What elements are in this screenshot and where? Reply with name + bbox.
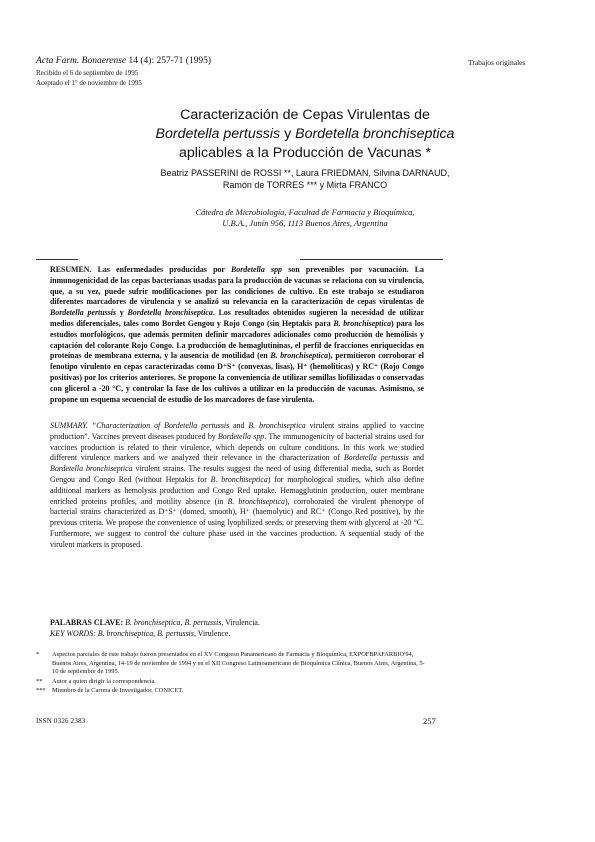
affiliation	[60, 207, 550, 229]
resumen-italic: B. bronchiseptica	[270, 351, 329, 361]
accepted-date: Aceptado el 1° de noviembre de 1995	[36, 78, 142, 87]
keywords-es-terms: B. bronchiseptica, B. pertussis	[123, 618, 222, 627]
authors-line-1: Beatriz PASSERINI de ROSSI **, Laura FRIEDMAN, Silvina DARNAUD,	[160, 168, 450, 178]
summary-italic: B. bronchiseptica	[248, 421, 306, 430]
summary-text: and	[408, 453, 424, 463]
summary-text: ) for morphological studies, which also define additional markers as hemolysis production and Congo Red uptake. Hemagglutinin production, outer membrane enriched proteins profiles, and motility absence (in	[50, 474, 424, 506]
footnote	[36, 651, 428, 677]
footnote-mark: *	[36, 651, 40, 658]
journal-citation	[36, 56, 211, 66]
resumen-text: ) para los estudios morfológicos, que además permiten definir marcadores adicionales como producción de hemólisis y captación del colorante Rojo Congo. La producción de hemaglutininas, el perfil de fracciones enriquecidas en proteínas de membrana externa, y la ausencia de motilidad (en	[50, 318, 424, 361]
summary-text: virulent strains applied to vaccine production”. Vaccines prevent diseases produced by	[50, 421, 424, 441]
divider-right	[300, 259, 443, 260]
keywords-en-label: KEY WORDS	[50, 628, 94, 638]
summary-italic: Bordetella pertussis	[164, 421, 230, 430]
title-line-1: Caracterización de Cepas Virulentas de	[180, 107, 430, 123]
resumen-text: y	[116, 308, 128, 318]
summary-text: . The immunogenicity of bacterial strains used for vaccines production is related to their virulence, which depends on culture conditions. In this work we studied different virulence markers and we analyzed their relevance in the characterization of	[50, 431, 424, 463]
keywords-en-tail: , Virulence.	[193, 628, 231, 638]
section-label: Trabajos originales	[468, 58, 526, 67]
keywords-english	[50, 629, 430, 640]
footnote-text: Aspectos parciales de este trabajo fueron presentados en el XV Congreso Panamericano de Farmacia y Bioquímica, EXPOFBPAFARBIO'94, Buenos Aires, Argentina, 14-19 de noviembre de 1994 y en el XII Congreso Latinoamericano de Bioquímica Clínica, Buenos Aires, Argentina, 5-10 de septiembre de 1995.	[52, 651, 425, 676]
summary-lead: SUMMARY. “Characterization of	[50, 421, 165, 430]
affiliation-line-2: U.B.A., Junín 956, 1113 Buenos Aires, Argentina	[222, 218, 388, 228]
affiliation-line-1: Cátedra de Microbiología, Facultad de Farmacia y Bioquímica,	[195, 207, 415, 217]
footnote-mark: ***	[36, 687, 46, 695]
authors	[60, 167, 550, 191]
journal-volume: 14 (4): 257-71 (1995)	[126, 56, 212, 66]
resumen-text: RESUMEN. Las enfermedades producidas por	[50, 265, 232, 274]
title-line-2	[60, 125, 550, 144]
summary-text: ), corroborated the virulent phenotype of bacterial strains characterized as D⁺S⁺ (domed, smooth), H⁺ (haemolytic) and RC⁺ (Congo Red positive), by the previous criteria. We propose the convenience of using lyophilized seeds, or preserving them with glycerol at -20 °C. Furthermore, we suggest to control the culture phase used in the vaccines production. A sequential study of the virulent markers is proposed.	[50, 496, 424, 549]
divider-left	[36, 259, 78, 260]
resumen-italic: Bordetella spp	[231, 265, 282, 274]
summary-italic: B. bronchiseptica	[227, 496, 285, 506]
resumen-text: ), permitieron corroborar el fenotipo virulento en cepas caracterizadas como D⁺S⁺ (convexas, lisas), H⁺ (hemolíticas) y RC⁺ (Rojo Congo positivas) por los criterios anteriores. Se propone la conveniencia de utilizar semillas liofilizadas o conservadas con glicerol a -20 °C, y controlar la fase de los cultivos a utilizar en la producción de vacunas. Asimismo, se propone un esquema secuencial de estudio de los marcadores de fase virulenta.	[50, 351, 424, 404]
resumen-italic: Bordetella bronchiseptica	[127, 308, 213, 318]
footnotes	[36, 651, 428, 697]
footnote	[36, 678, 428, 687]
summary-text: virulent strains. The results suggest the need of using differential media, such as Bordet Gengou and Congo Red (without Heptakis for	[50, 464, 425, 484]
issn: ISSN 0326 2383	[36, 717, 86, 725]
resumen-text: . Los resultados obtenidos sugieren la necesidad de utilizar medios diferenciales, tales como Bordet Gengou y Rojo Congo (sin Heptakis para	[50, 308, 425, 328]
footnote-text: Miembro de la Carrera de Investigador, CONICET.	[52, 687, 184, 695]
article-title	[60, 106, 550, 163]
page-number: 257	[423, 716, 436, 726]
summary-italic: B. bronchiseptica	[210, 474, 268, 484]
keywords-es-tail: , Virulencia.	[221, 618, 260, 627]
resumen-italic: Bordetella pertussis	[50, 308, 117, 318]
footnote-text: Autor a quien dirigir la correspondencia.	[52, 677, 156, 685]
footnote-mark: **	[36, 677, 43, 685]
summary-text: and	[229, 421, 249, 430]
summary-italic: Bordetella bronchiseptica	[50, 464, 133, 474]
summary-italic: Bordetella pertussis	[343, 453, 409, 463]
keywords-es-label: PALABRAS CLAVE:	[50, 618, 124, 627]
abstract-english	[50, 421, 424, 551]
title-line-3: aplicables a la Producción de Vacunas *	[178, 145, 432, 161]
keywords-spanish	[50, 618, 430, 629]
title-conjunction: y	[280, 126, 296, 142]
footnote	[36, 687, 428, 696]
summary-italic: Bordetella spp	[217, 431, 265, 441]
abstract-spanish	[50, 265, 424, 405]
resumen-italic: B. bronchiseptica	[333, 318, 392, 328]
journal-name: Acta Farm. Bonaerense	[36, 56, 127, 66]
resumen-text: son prevenibles por vacunación. La inmunogenicidad de las cepas bacterianas usadas para la producción de vacunas se relaciona con su virulencia, que, a su vez, puede sufrir modificaciones por las condiciones de cultivo. En este trabajo se estudiaron diferentes marcadores de virulencia y se analizó su relevancia en la caracterización de cepas virulentas de	[50, 265, 425, 307]
authors-line-2: Ramón de TORRES *** y Mirta FRANCO	[222, 180, 388, 190]
title-species-1: Bordetella pertussis	[155, 126, 281, 142]
keywords-en-terms: : B. bronchiseptica, B. pertussis	[93, 628, 194, 638]
title-species-2: Bordetella bronchiseptica	[295, 126, 455, 142]
keywords	[50, 618, 430, 639]
received-date: Recibido el 6 de septiembre de 1995	[36, 69, 139, 77]
received-dates	[36, 69, 142, 88]
